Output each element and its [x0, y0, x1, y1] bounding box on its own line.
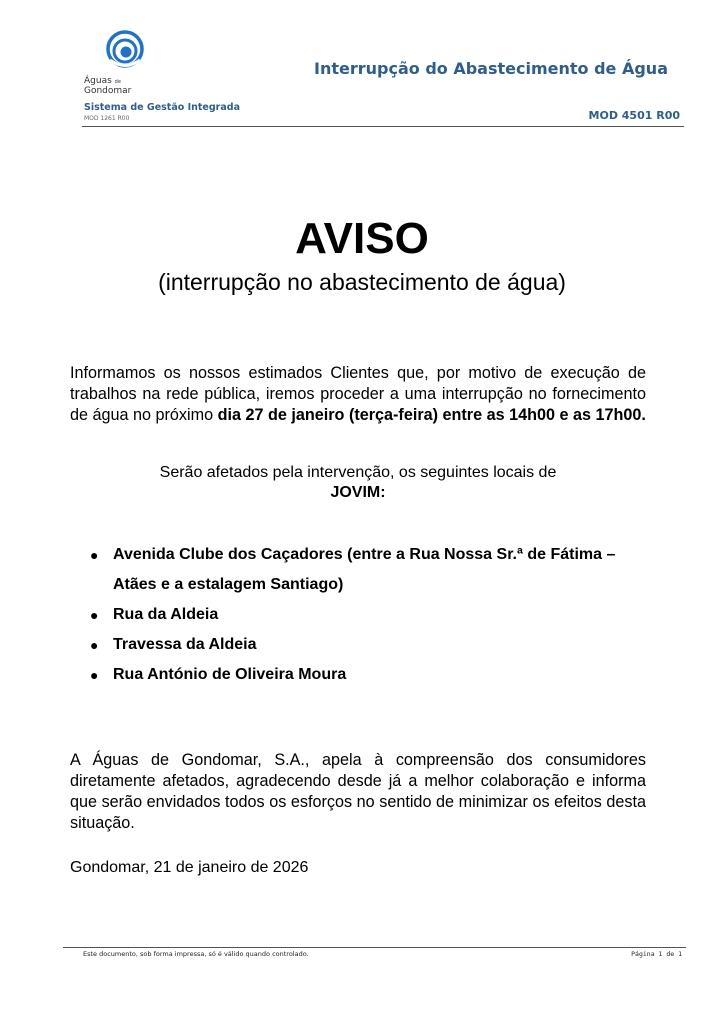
bullet-icon: ●: [90, 547, 99, 563]
street-name: Rua da Aldeia: [113, 606, 219, 623]
street-name: Atães e a estalagem Santiago): [113, 576, 344, 593]
document-title: Interrupção do Abastecimento de Água: [314, 59, 668, 78]
affected-text: Serão afetados pela intervenção, os seguintes locais de: [159, 464, 557, 481]
affected-locations-heading: [70, 463, 646, 503]
logo-line1: Águas: [84, 76, 112, 86]
bullet-icon: ●: [90, 667, 99, 683]
bullet-icon: ●: [90, 607, 99, 623]
intro-paragraph: [70, 363, 646, 426]
closing-paragraph: A Águas de Gondomar, S.A., apela à compreensão dos consumidores diretamente afetados, agradecendo desde já a melhor colaboração e informa que serão envidados todos os esforços no sentido de minimizar os efeitos desta situação.: [70, 751, 646, 832]
logo-wordmark: [84, 77, 131, 96]
water-swirl-icon: [106, 30, 144, 72]
header-divider: [82, 126, 684, 127]
list-item: [90, 630, 660, 660]
footer-note: Este documento, sob forma impressa, só é válido quando controlado.: [83, 950, 309, 958]
system-name: Sistema de Gestão Integrada: [84, 102, 240, 113]
notice-title: AVISO: [295, 214, 429, 263]
street-name: Travessa da Aldeia: [113, 636, 257, 653]
list-item: [90, 600, 660, 630]
system-code: MOD 1261 R00: [84, 115, 130, 122]
street-name: Avenida Clube dos Caçadores (entre a Rua Nossa Sr.ª de Fátima –: [113, 546, 616, 563]
date-line: Gondomar, 21 de janeiro de 2026: [70, 859, 309, 876]
page-number: Página 1 de 1: [631, 950, 682, 958]
logo-line2: Gondomar: [84, 86, 132, 96]
street-name: Rua António de Oliveira Moura: [113, 666, 347, 683]
footer-divider: [63, 947, 686, 948]
intro-date-time: dia 27 de janeiro (terça-feira) entre as 14h00 e as 17h00.: [217, 406, 646, 424]
mod-code: MOD 4501 R00: [588, 109, 680, 122]
list-item: [90, 660, 660, 690]
affected-place: JOVIM:: [330, 484, 386, 501]
intro-text: Informamos os nossos estimados Clientes que, por motivo de execução de trabalhos na rede pública, iremos proceder a uma interrupção no fornecimento de água no próximo: [70, 364, 646, 424]
street-list: [90, 540, 660, 690]
bullet-icon: ●: [90, 637, 99, 653]
list-item: [90, 540, 660, 570]
list-item-continuation: [90, 570, 660, 600]
logo-de: de: [114, 79, 121, 85]
company-logo: [84, 30, 164, 96]
notice-subtitle: (interrupção no abastecimento de água): [158, 269, 566, 295]
